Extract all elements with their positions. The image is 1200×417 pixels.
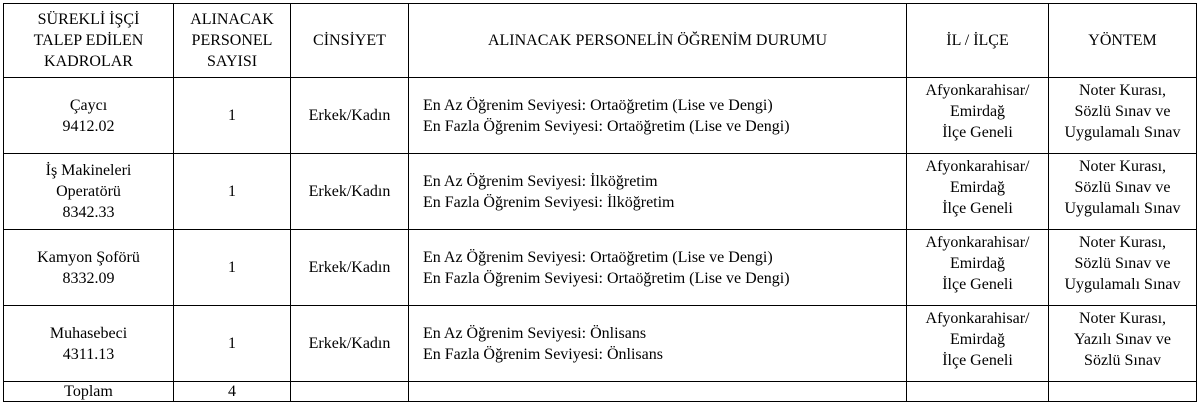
il-line: Emirdağ xyxy=(949,103,1006,120)
cinsiyet-cell: Erkek/Kadın xyxy=(291,78,409,154)
header-sayi xyxy=(174,4,291,78)
empty-cell xyxy=(291,382,409,402)
header-row xyxy=(4,4,1197,78)
header-ogrenim: ALINACAK PERSONELİN ÖĞRENİM DURUMU xyxy=(409,4,907,78)
yontem-line: Uygulamalı Sınav xyxy=(1064,200,1181,217)
empty-cell xyxy=(1049,382,1197,402)
cinsiyet-cell: Erkek/Kadın xyxy=(291,230,409,306)
yontem-cell xyxy=(1049,78,1197,154)
yontem-line: Sözlü Sınav ve xyxy=(1074,103,1171,120)
kadro-name: Çaycı xyxy=(69,96,108,114)
table-row xyxy=(4,154,1197,230)
header-yontem: YÖNTEM xyxy=(1049,4,1197,78)
kadro-cell xyxy=(4,154,174,230)
kadro-name: Operatörü xyxy=(56,183,121,200)
il-line: İlçe Geneli xyxy=(942,352,1013,369)
yontem-line: Noter Kurası, xyxy=(1078,310,1167,327)
header-cinsiyet: CİNSİYET xyxy=(291,4,409,78)
ogrenim-cell xyxy=(409,154,907,230)
header-sayi-line: PERSONEL xyxy=(191,32,273,49)
il-line: Emirdağ xyxy=(949,255,1006,272)
empty-cell xyxy=(907,382,1049,402)
kadro-name: Muhasebeci xyxy=(49,324,128,342)
il-cell xyxy=(907,306,1049,382)
yontem-line: Uygulamalı Sınav xyxy=(1064,276,1181,293)
ogrenim-cell xyxy=(409,230,907,306)
cinsiyet-cell: Erkek/Kadın xyxy=(291,306,409,382)
empty-cell xyxy=(409,382,907,402)
kadro-cell xyxy=(4,78,174,154)
il-line: Afyonkarahisar/ xyxy=(925,158,1030,175)
sayi-cell: 1 xyxy=(174,306,291,382)
ogrenim-max: En Fazla Öğrenim Seviyesi: Önlisans xyxy=(423,345,663,363)
table-row xyxy=(4,78,1197,154)
yontem-cell xyxy=(1049,230,1197,306)
ogrenim-min: En Az Öğrenim Seviyesi: Ortaöğretim (Lise ve Dengi) xyxy=(423,96,773,114)
ogrenim-max: En Fazla Öğrenim Seviyesi: Ortaöğretim (Lise ve Dengi) xyxy=(423,117,790,135)
kadro-code: 4311.13 xyxy=(62,345,115,363)
yontem-cell xyxy=(1049,306,1197,382)
staff-table xyxy=(3,3,1197,402)
yontem-cell xyxy=(1049,154,1197,230)
il-line: İlçe Geneli xyxy=(942,200,1013,217)
yontem-line: Sözlü Sınav ve xyxy=(1074,255,1171,272)
il-line: İlçe Geneli xyxy=(942,124,1013,141)
sayi-cell: 1 xyxy=(174,154,291,230)
kadro-name: Kamyon Şoförü xyxy=(37,248,140,266)
header-kadro xyxy=(4,4,174,78)
ogrenim-min: En Az Öğrenim Seviyesi: Ortaöğretim (Lise ve Dengi) xyxy=(423,248,773,266)
il-line: İlçe Geneli xyxy=(942,276,1013,293)
total-row xyxy=(4,382,1197,402)
header-sayi-line: ALINACAK xyxy=(190,11,274,28)
il-line: Afyonkarahisar/ xyxy=(925,234,1030,251)
table-row xyxy=(4,230,1197,306)
ogrenim-cell xyxy=(409,78,907,154)
ogrenim-max: En Fazla Öğrenim Seviyesi: İlköğretim xyxy=(423,193,675,211)
yontem-line: Sözlü Sınav xyxy=(1084,352,1161,369)
il-cell xyxy=(907,230,1049,306)
yontem-line: Sözlü Sınav ve xyxy=(1074,179,1171,196)
ogrenim-cell xyxy=(409,306,907,382)
header-kadro-line: KADROLAR xyxy=(44,53,133,70)
il-line: Emirdağ xyxy=(949,179,1006,196)
yontem-line: Uygulamalı Sınav xyxy=(1064,124,1181,141)
yontem-line: Yazılı Sınav ve xyxy=(1073,331,1172,348)
header-sayi-line: SAYISI xyxy=(206,53,258,70)
ogrenim-min: En Az Öğrenim Seviyesi: İlköğretim xyxy=(423,172,658,190)
kadro-code: 9412.02 xyxy=(62,117,115,135)
il-cell xyxy=(907,154,1049,230)
total-label: Toplam xyxy=(4,382,174,402)
il-line: Afyonkarahisar/ xyxy=(925,310,1030,327)
kadro-cell xyxy=(4,230,174,306)
kadro-code: 8332.09 xyxy=(62,269,115,287)
ogrenim-max: En Fazla Öğrenim Seviyesi: Ortaöğretim (Lise ve Dengi) xyxy=(423,269,790,287)
cinsiyet-cell: Erkek/Kadın xyxy=(291,154,409,230)
kadro-cell xyxy=(4,306,174,382)
kadro-name: İş Makineleri xyxy=(45,162,132,179)
yontem-line: Noter Kurası, xyxy=(1078,234,1167,251)
header-kadro-line: TALEP EDİLEN xyxy=(33,32,144,49)
sayi-cell: 1 xyxy=(174,78,291,154)
kadro-code: 8342.33 xyxy=(62,204,115,221)
sayi-cell: 1 xyxy=(174,230,291,306)
header-il: İL / İLÇE xyxy=(907,4,1049,78)
il-line: Afyonkarahisar/ xyxy=(925,82,1030,99)
ogrenim-min: En Az Öğrenim Seviyesi: Önlisans xyxy=(423,324,647,342)
il-cell xyxy=(907,78,1049,154)
il-line: Emirdağ xyxy=(949,331,1006,348)
yontem-line: Noter Kurası, xyxy=(1078,158,1167,175)
header-kadro-line: SÜREKLİ İŞÇİ xyxy=(37,11,140,28)
yontem-line: Noter Kurası, xyxy=(1078,82,1167,99)
total-value: 4 xyxy=(174,382,291,402)
table-row xyxy=(4,306,1197,382)
